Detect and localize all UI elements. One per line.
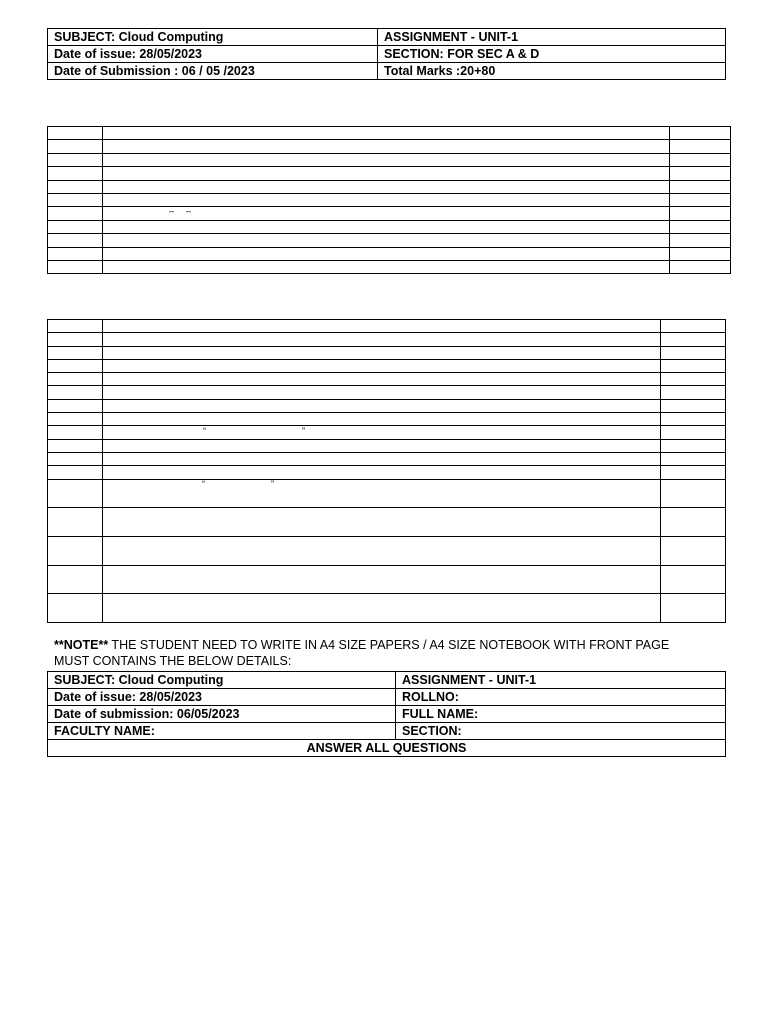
dash-mark: –	[169, 206, 175, 216]
front-page-table	[47, 671, 726, 757]
table-row	[48, 333, 726, 346]
faculty-name-cell: FACULTY NAME:	[48, 723, 396, 740]
table-row	[48, 193, 731, 206]
note-body: THE STUDENT NEED TO WRITE IN A4 SIZE PAPERS / A4 SIZE NOTEBOOK WITH FRONT PAGE MUST CONTAINS THE BELOW DETAILS:	[54, 638, 670, 668]
full-name-cell: FULL NAME:	[396, 706, 726, 723]
subject-cell: SUBJECT: Cloud Computing	[48, 29, 378, 46]
table-row	[48, 140, 731, 153]
quote-mark: ”	[302, 426, 305, 436]
table-row	[48, 346, 726, 359]
assignment-cell: ASSIGNMENT - UNIT-1	[378, 29, 726, 46]
date-submission-cell: Date of submission: 06/05/2023	[48, 706, 396, 723]
rollno-cell: ROLLNO:	[396, 689, 726, 706]
table-row	[48, 167, 731, 180]
section-cell: SECTION: FOR SEC A & D	[378, 46, 726, 63]
question-table-1	[47, 126, 731, 274]
table-row	[48, 207, 731, 220]
subject-cell: SUBJECT: Cloud Computing	[48, 672, 396, 689]
quote-mark: “	[203, 426, 206, 436]
table-row	[48, 386, 726, 399]
table-row	[48, 426, 726, 439]
date-submission-cell: Date of Submission : 06 / 05 /2023	[48, 63, 378, 80]
dash-mark: –	[186, 206, 192, 216]
note-text	[54, 637, 694, 669]
answer-all-cell: ANSWER ALL QUESTIONS	[48, 740, 726, 757]
table-row	[48, 413, 726, 426]
question-table-2	[47, 319, 726, 623]
note-prefix: **NOTE**	[54, 638, 109, 652]
table-row	[48, 439, 726, 452]
table-row	[48, 247, 731, 260]
table-row	[48, 220, 731, 233]
quote-mark: ”	[271, 479, 274, 489]
quote-mark: “	[202, 479, 205, 489]
section-cell: SECTION:	[396, 723, 726, 740]
table-row	[48, 479, 726, 508]
date-issue-cell: Date of issue: 28/05/2023	[48, 689, 396, 706]
table-row	[48, 565, 726, 594]
header-table	[47, 28, 726, 80]
table-row	[48, 452, 726, 465]
table-row	[48, 536, 726, 565]
table-row	[48, 234, 731, 247]
table-row	[48, 127, 731, 140]
table-row	[48, 399, 726, 412]
date-issue-cell: Date of issue: 28/05/2023	[48, 46, 378, 63]
table-row	[48, 466, 726, 479]
assignment-cell: ASSIGNMENT - UNIT-1	[396, 672, 726, 689]
table-row	[48, 260, 731, 273]
table-row	[48, 320, 726, 333]
table-row	[48, 180, 731, 193]
total-marks-cell: Total Marks :20+80	[378, 63, 726, 80]
table-row	[48, 153, 731, 166]
table-row	[48, 508, 726, 537]
table-row	[48, 359, 726, 372]
table-row	[48, 373, 726, 386]
table-row	[48, 594, 726, 623]
